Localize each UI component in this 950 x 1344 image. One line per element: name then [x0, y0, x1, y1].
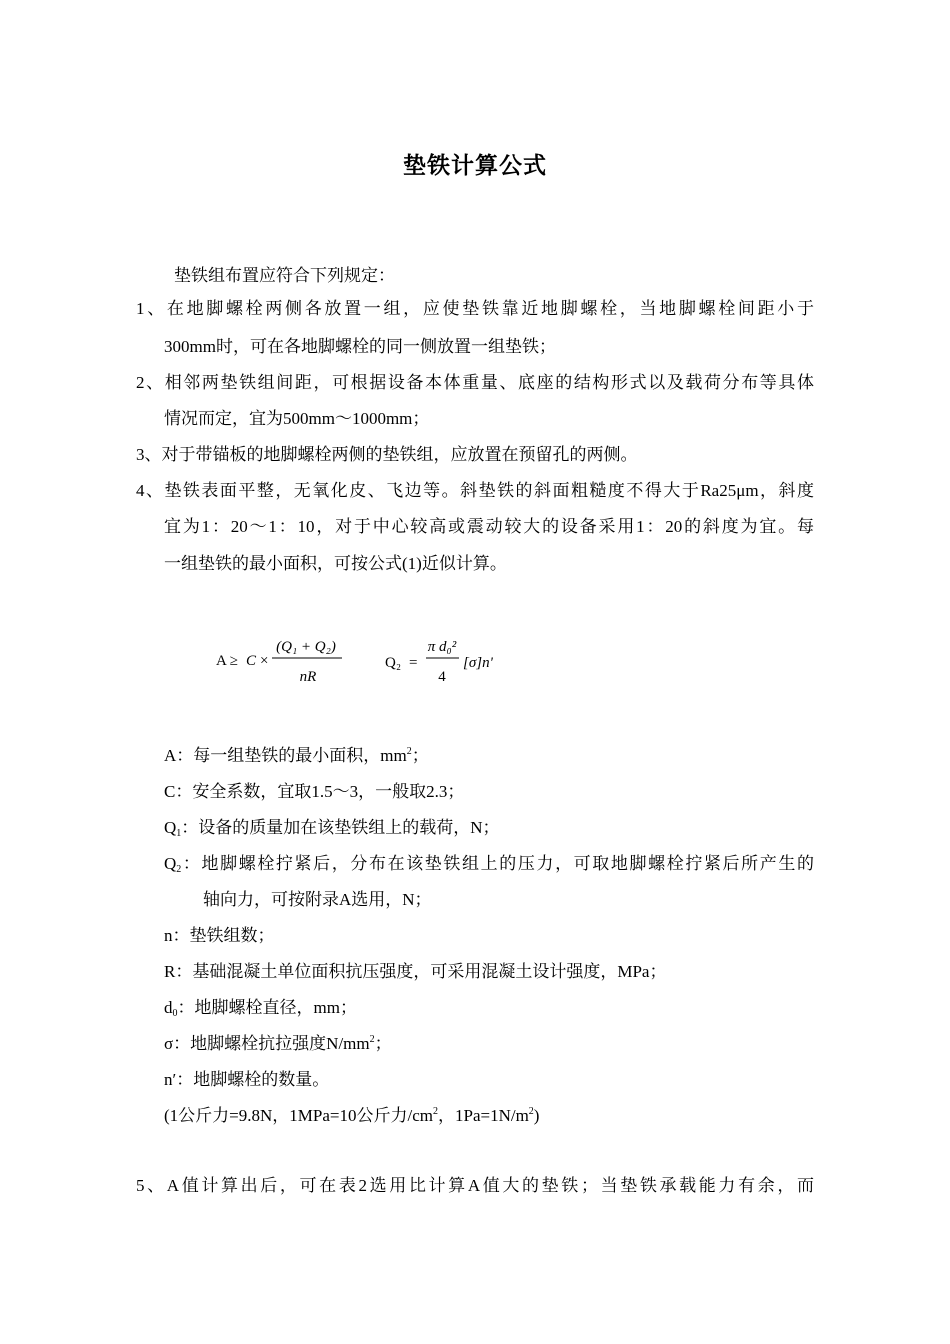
item-2-line-2: 情况而定，宜为500mm～1000mm； [164, 409, 430, 428]
def-d0 [164, 997, 357, 1019]
def-q1-pre: Q [164, 818, 177, 837]
def-q2 [164, 853, 814, 875]
formula2-rest: [σ]n' [463, 655, 493, 671]
def-sigma-post: ； [374, 1034, 392, 1053]
page-title: 垫铁计算公式 [403, 153, 547, 178]
def-d0-text: ：地脚螺栓直径，mm； [177, 998, 357, 1017]
item-4-line-1: 4、垫铁表面平整，无氧化皮、飞边等。斜垫铁的斜面粗糙度不得大于Ra25μm，斜度 [136, 481, 814, 500]
def-q1 [164, 817, 500, 839]
formula1-lhs: A ≥ [216, 653, 238, 669]
def-q1-text: ：设备的质量加在该垫铁组上的载荷，N； [181, 818, 500, 837]
def-a [164, 745, 429, 767]
def-q1-sub: 1 [176, 828, 182, 839]
def-sigma-sup: 2 [369, 1034, 375, 1045]
unit-note-sup1: 2 [432, 1106, 438, 1117]
formula-block [200, 628, 520, 698]
unit-note-c: ) [533, 1106, 540, 1125]
item-4-line-3: 一组垫铁的最小面积，可按公式(1)近似计算。 [164, 554, 507, 573]
def-q2-text: ：地脚螺栓拧紧后，分布在该垫铁组上的压力，可取地脚螺栓拧紧后所产生的 [181, 854, 814, 873]
unit-note-a: (1公斤力=9.8N，1MPa=10公斤力/cm [164, 1106, 433, 1125]
def-r: R：基础混凝土单位面积抗压强度，可采用混凝土设计强度，MPa； [164, 962, 667, 981]
unit-note-sup2: 2 [528, 1106, 534, 1117]
def-q2-continued: 轴向力，可按附录A选用，N； [203, 890, 432, 909]
def-c: C：安全系数，宜取1.5～3，一般取2.3； [164, 782, 465, 801]
item-2-line-1: 2、相邻两垫铁组间距，可根据设备本体重量、底座的结构形式以及载荷分布等具体 [136, 373, 814, 392]
item-3: 3、对于带锚板的地脚螺栓两侧的垫铁组，应放置在预留孔的两侧。 [136, 445, 638, 464]
formula-svg [200, 628, 520, 698]
formula2-lhs: Q₂ [385, 655, 402, 671]
def-d0-pre: d [164, 998, 173, 1017]
def-a-post: ； [411, 746, 429, 765]
def-n: n：垫铁组数； [164, 926, 275, 945]
def-d0-sub: 0 [172, 1008, 178, 1019]
formula1-times: × [260, 653, 269, 669]
formula2-equals: = [409, 655, 418, 671]
def-sigma [164, 1033, 392, 1055]
def-sigma-text: σ：地脚螺栓抗拉强度N/mm [164, 1034, 370, 1053]
item-4-line-2: 宜为1：20～1：10，对于中心较高或震动较大的设备采用1：20的斜度为宜。每 [164, 517, 814, 536]
unit-note [164, 1105, 539, 1127]
item-5: 5、A值计算出后，可在表2选用比计算A值大的垫铁；当垫铁承载能力有余，而 [136, 1176, 814, 1195]
formula1-denominator: nR [299, 669, 317, 685]
def-a-sup: 2 [406, 746, 412, 757]
intro-text: 垫铁组布置应符合下列规定： [174, 266, 395, 285]
unit-note-b: ，1Pa=1N/m [437, 1106, 529, 1125]
def-nprime: n′：地脚螺栓的数量。 [164, 1070, 330, 1089]
def-q2-pre: Q [164, 854, 177, 873]
def-q2-sub: 2 [176, 864, 182, 875]
item-1-line-2: 300mm时，可在各地脚螺栓的同一侧放置一组垫铁； [164, 337, 556, 356]
formula1-numerator: (Q₁ + Q₂) [276, 639, 336, 655]
formula2-denominator: 4 [438, 669, 446, 685]
formula2-numerator: π d₀² [427, 639, 457, 655]
formula1-c: C [246, 653, 257, 669]
def-a-text: A：每一组垫铁的最小面积，mm [164, 746, 407, 765]
item-1-line-1: 1、在地脚螺栓两侧各放置一组，应使垫铁靠近地脚螺栓，当地脚螺栓间距小于 [136, 299, 814, 318]
